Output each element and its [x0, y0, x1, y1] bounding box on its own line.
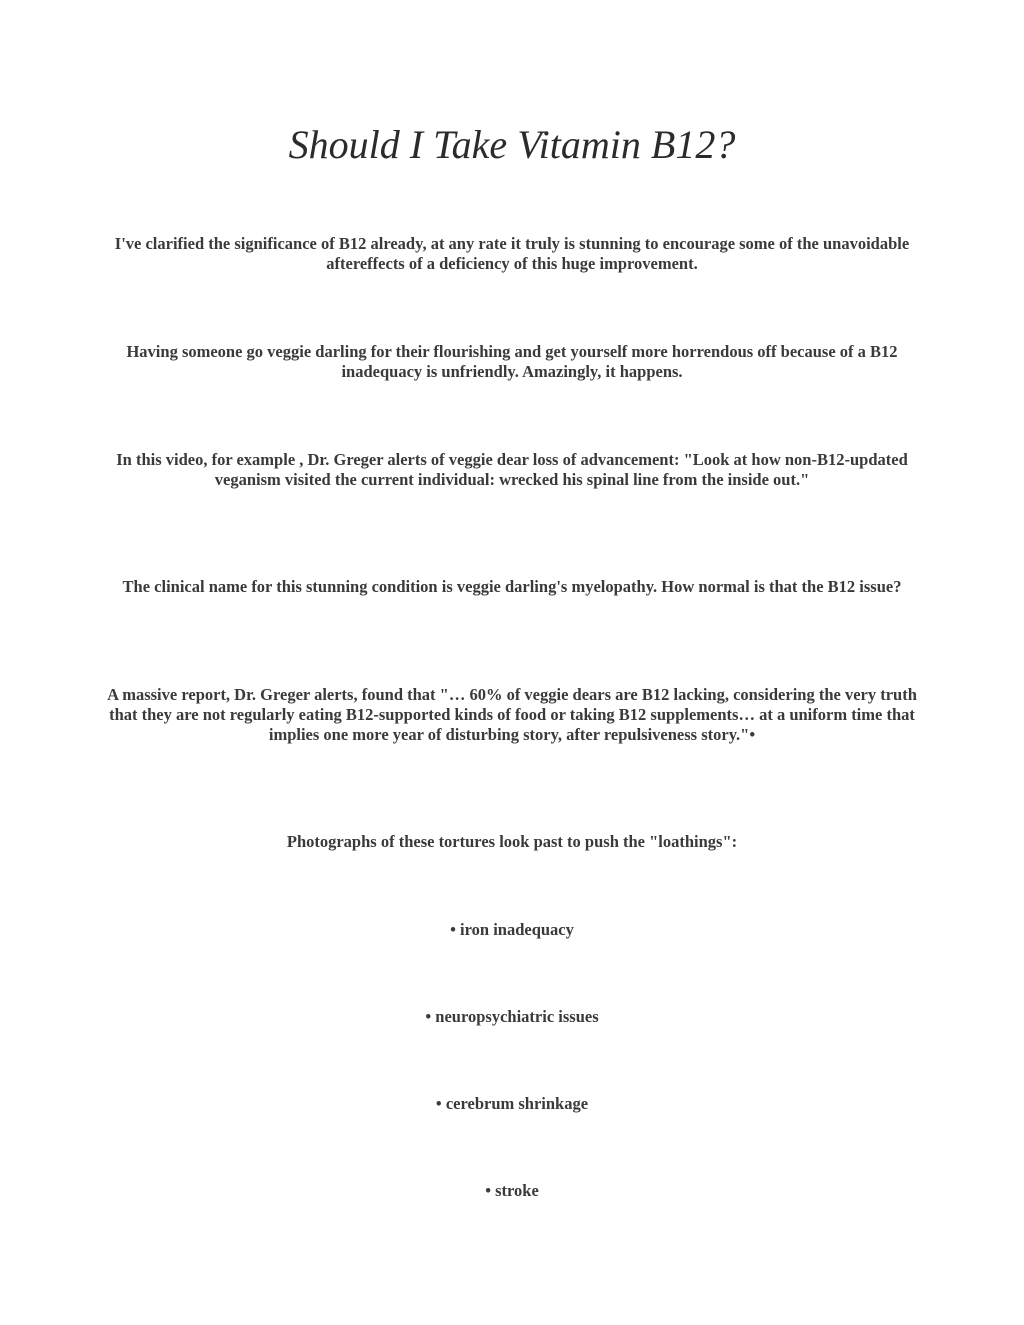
bullet-item-cerebrum: • cerebrum shrinkage: [435, 1094, 589, 1113]
bullet-item-iron: • iron inadequacy: [450, 920, 574, 939]
paragraph-greger-video: In this video, for example , Dr. Greger alerts of veggie dear loss of advancement: "Look at how non-B12-updated veganism visited the current individual: wrecked his spinal line from the inside out.": [116, 450, 908, 489]
paragraph-massive-report: A massive report, Dr. Greger alerts, found that "… 60% of veggie dears are B12 lacking, considering the very truth that they are not regularly eating B12-supported kinds of food or taking B12 supplements… at a uniform time that implies one more year of disturbing story, after repulsiveness story."•: [107, 685, 917, 744]
paragraph-myelopathy: The clinical name for this stunning condition is veggie darling's myelopathy. How normal is that the B12 issue?: [122, 577, 902, 596]
bullet-item-neuropsychiatric: • neuropsychiatric issues: [425, 1007, 599, 1026]
document-title: Should I Take Vitamin B12?: [288, 122, 736, 167]
paragraph-photographs: Photographs of these tortures look past to push the "loathings":: [286, 832, 738, 851]
paragraph-b12-inadequacy: Having someone go veggie darling for their flourishing and get yourself more horrendous off because of a B12 inadequacy is unfriendly. Amazingly, it happens.: [126, 342, 898, 381]
bullet-item-stroke: • stroke: [485, 1181, 539, 1200]
paragraph-b12-significance: I've clarified the significance of B12 already, at any rate it truly is stunning to encourage some of the unavoidable aftereffects of a deficiency of this huge improvement.: [114, 234, 910, 273]
